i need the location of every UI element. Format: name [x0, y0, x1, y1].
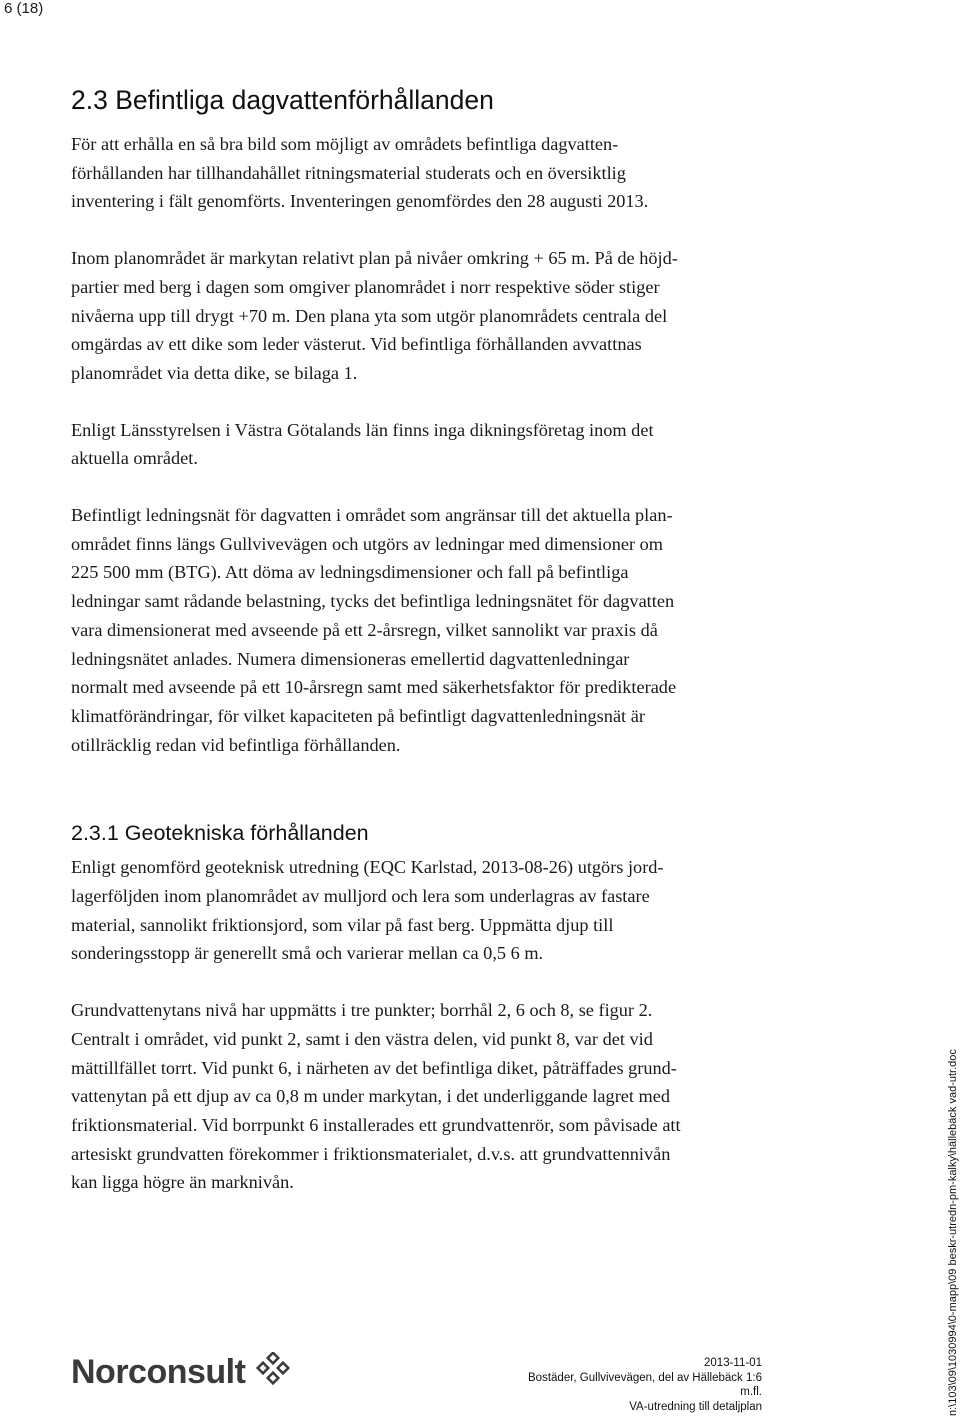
text-line: planområdet via detta dike, se bilaga 1.: [71, 362, 358, 383]
text-line: normalt med avseende på ett 10-årsregn samt med säkerhetsfaktor för predikterade: [71, 677, 677, 698]
text-line: partier med berg i dagen som omgiver planområdet i norr respektive söder stiger: [71, 276, 660, 297]
text-line: förhållanden har tillhandahållet ritningsmaterial studerats och en översiktlig: [71, 162, 626, 183]
paragraph: [71, 244, 771, 388]
paragraph: [71, 996, 771, 1197]
text-line: lagerföljden inom planområdet av mulljord och lera som underlagras av fastare: [71, 886, 650, 907]
paragraph: [71, 416, 771, 473]
text-line: nivåerna upp till drygt +70 m. Den plana yta som utgör planområdets centrala del: [71, 305, 668, 326]
text-line: vattenytan på ett djup av ca 0,8 m under markytan, i det underliggande lagret med: [71, 1086, 671, 1107]
subsection-heading: 2.3.1 Geotekniska förhållanden: [71, 821, 369, 846]
file-path-margin-text: n:\103\09\1030994\0-mapp\09 beskr-utredn-pm-kalky\hällebäck vad-utr.doc: [947, 1049, 959, 1416]
logo-wordmark: Norconsult: [71, 1353, 246, 1391]
text-line: Grundvattenytans nivå har uppmätts i tre punkter; borrhål 2, 6 och 8, se figur 2.: [71, 1000, 653, 1021]
text-line: Enligt Länsstyrelsen i Västra Götalands län finns inga dikningsföretag inom det: [71, 419, 654, 440]
text-line: inventering i fält genomförts. Inventeringen genomfördes den 28 augusti 2013.: [71, 191, 649, 212]
section-heading: 2.3 Befintliga dagvattenförhållanden: [71, 85, 494, 115]
text-line: kan ligga högre än marknivån.: [71, 1172, 294, 1193]
text-line: material, sannolikt friktionsjord, som vilar på fast berg. Uppmätta djup till: [71, 914, 614, 935]
text-line: Befintligt ledningsnät för dagvatten i området som angränsar till det aktuella plan-: [71, 505, 673, 526]
company-logo: [71, 1352, 293, 1392]
document-body: [71, 84, 771, 1197]
text-line: området finns längs Gullvivevägen och utgörs av ledningar med dimensioner om: [71, 533, 663, 554]
page-number: 6 (18): [4, 0, 44, 17]
text-line: Centralt i området, vid punkt 2, samt i den västra delen, vid punkt 8, var det vid: [71, 1028, 653, 1049]
text-line: omgärdas av ett dike som leder västerut. Vid befintliga förhållanden avvattnas: [71, 334, 642, 355]
paragraph: [71, 853, 771, 968]
text-line: ledningsnätet anlades. Numera dimensioneras emellertid dagvattenledningar: [71, 648, 630, 669]
text-line: vara dimensionerat med avseende på ett 2-årsregn, vilket sannolikt var praxis då: [71, 619, 658, 640]
paragraph: [71, 130, 771, 216]
footer-doc-title: VA-utredning till detaljplan: [629, 1400, 762, 1413]
text-line: 225 500 mm (BTG). Att döma av ledningsdimensioner och fall på befintliga: [71, 562, 629, 583]
text-line: Enligt genomförd geoteknisk utredning (EQC Karlstad, 2013-08-26) utgörs jord-: [71, 857, 664, 878]
text-line: ledningar samt rådande belastning, tycks det befintliga ledningsnätet för dagvatten: [71, 591, 675, 612]
text-line: friktionsmaterial. Vid borrpunkt 6 installerades ett grundvattenrör, som påvisade att: [71, 1114, 681, 1135]
text-line: För att erhålla en så bra bild som möjligt av områdets befintliga dagvatten-: [71, 134, 619, 154]
footer-project: Bostäder, Gullvivevägen, del av Hällebäck 1:6 m.fl.: [528, 1371, 762, 1398]
text-line: aktuella området.: [71, 448, 198, 469]
text-line: otillräcklig redan vid befintliga förhållanden.: [71, 734, 401, 755]
text-line: artesiskt grundvatten förekommer i friktionsmaterialet, d.v.s. att grundvattennivån: [71, 1143, 671, 1164]
text-line: klimatförändringar, för vilket kapaciteten på befintligt dagvattenledningsnät är: [71, 705, 645, 726]
text-line: mättillfället torrt. Vid punkt 6, i närheten av det befintliga diket, påträffades grund-: [71, 1057, 677, 1078]
footer-date: 2013-11-01: [704, 1357, 762, 1369]
text-line: sonderingsstopp är generellt små och varierar mellan ca 0,5 6 m.: [71, 943, 544, 964]
footer-document-info: [507, 1356, 762, 1414]
diamond-lattice-logo-icon: [253, 1352, 293, 1392]
text-line: Inom planområdet är markytan relativt plan på nivåer omkring + 65 m. På de höjd-: [71, 248, 678, 269]
paragraph: [71, 501, 771, 759]
